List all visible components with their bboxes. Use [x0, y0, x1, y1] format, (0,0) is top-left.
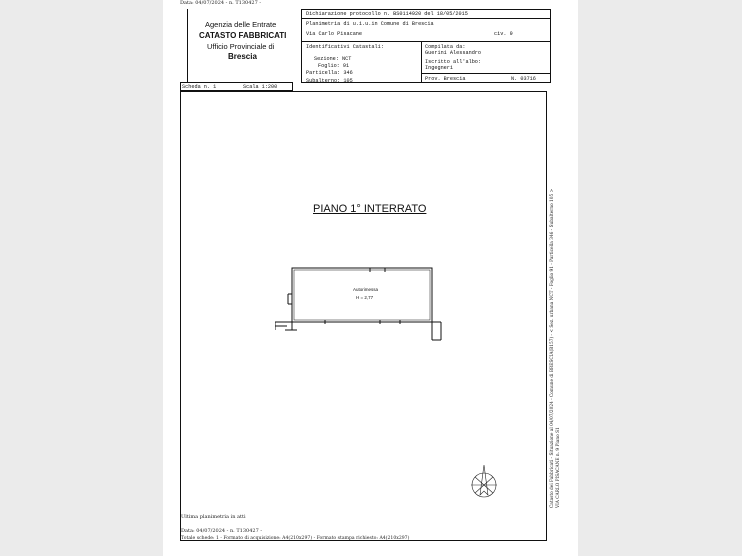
prov-divider: [421, 73, 551, 74]
civic-number: civ. 9: [494, 31, 513, 37]
planimetry-title: Planimetria di u.i.u.in Comune di Brescia: [306, 21, 434, 27]
province: Prov. Brescia: [425, 76, 466, 82]
compilata-label: Compilata da:: [425, 44, 466, 50]
footer-total: Totale schede: 1 - Formato di acquisizione: A4(210x297) - Formato stampa richiesto: A4(210x297): [181, 536, 410, 541]
iscritto-label: Iscritto all'albo:: [425, 59, 482, 65]
side-text-1: Catasto dei Fabbricati - Situazione al 04/07/2024 - Comune di BRESCIA(B157) - < Sez. urbana NCT - Foglio 91 - Particella 346 - Subalterno 105 >: [550, 188, 555, 508]
scheda-label: Scheda n. 1: [182, 84, 217, 90]
ident-title: Identificativi Catastali:: [306, 44, 384, 50]
particella: Particella: 346: [306, 70, 353, 76]
protocol: Dichiarazione protocollo n. BS0114920 del 18/05/2015: [306, 11, 468, 17]
side-text-2: VIA CARLO PISACANE n. 9 Piano S1: [556, 427, 561, 508]
agency-line-4: Brescia: [228, 52, 257, 61]
header-left-border: [187, 9, 188, 83]
cadastral-sheet: [163, 0, 578, 556]
subalterno: Subalterno: 105: [306, 78, 353, 84]
room-height: H = 2,77: [356, 295, 374, 300]
plan-title: PIANO 1° INTERRATO: [313, 203, 427, 215]
floor-plan-drawing: [275, 264, 455, 348]
compilata-name: Guerini Alessandro: [425, 50, 482, 56]
north-arrow-icon: [467, 463, 501, 503]
room-name: Autorimessa: [353, 287, 379, 292]
address-divider: [301, 41, 551, 42]
foglio: Foglio: 91: [318, 63, 350, 69]
footer-date: Data: 04/07/2024 - n. T130427 -: [181, 528, 263, 534]
agency-line-1: Agenzia delle Entrate: [205, 20, 277, 29]
agency-line-2: CATASTO FABBRICATI: [199, 31, 287, 40]
register-number: N. 03716: [511, 76, 536, 82]
footer-ultima: Ultima planimetria in atti: [181, 514, 246, 520]
iscritto-value: Ingegneri: [425, 65, 454, 71]
address: Via Carlo Pisacane: [306, 31, 363, 37]
ident-divider: [421, 41, 422, 83]
agency-line-3: Ufficio Provinciale di: [207, 42, 275, 51]
scala-label: Scala 1:200: [243, 84, 278, 90]
sezione: Sezione: NCT: [314, 56, 352, 62]
top-stamp: Data: 04/07/2024 - n. T130427 -: [180, 0, 262, 6]
protocol-divider: [301, 18, 551, 19]
